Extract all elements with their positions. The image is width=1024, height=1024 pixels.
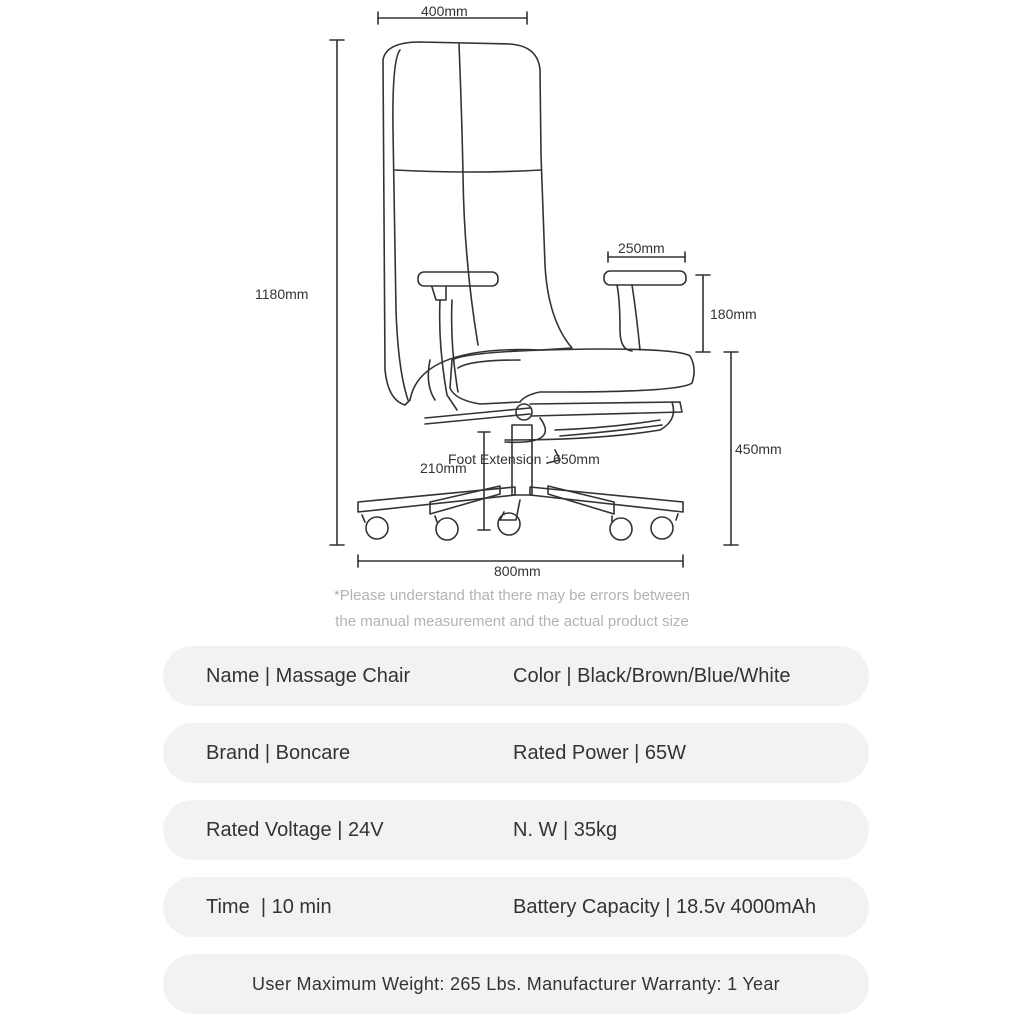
star-base bbox=[358, 486, 683, 520]
casters bbox=[362, 513, 678, 540]
dimension-lines bbox=[330, 12, 738, 567]
spec-brand: Brand | Boncare bbox=[206, 742, 351, 764]
spec-battery-capacity: Battery Capacity | 18.5v 4000mAh bbox=[513, 896, 817, 918]
disclaimer-line-1: *Please understand that there may be errors between bbox=[333, 587, 691, 604]
disclaimer-line-2: the manual measurement and the actual product size bbox=[335, 613, 689, 630]
top-width-label: 400mm bbox=[421, 3, 468, 19]
right-armrest bbox=[604, 271, 686, 351]
spec-row bbox=[163, 723, 869, 783]
left-armrest bbox=[418, 272, 498, 410]
spec-row bbox=[163, 646, 869, 706]
spec-row bbox=[163, 800, 869, 860]
armrest-width-label: 250mm bbox=[618, 240, 665, 256]
spec-row bbox=[163, 877, 869, 937]
spec-time: Time | 10 min bbox=[206, 896, 332, 918]
disclaimer-note bbox=[0, 583, 1024, 635]
spec-color: Color | Black/Brown/Blue/White bbox=[513, 665, 791, 687]
foot-extension-label: Foot Extension : 650mm bbox=[448, 451, 600, 467]
footrest-height-label: 210mm bbox=[420, 460, 467, 476]
base-width-label: 800mm bbox=[494, 563, 541, 579]
spec-name: Name | Massage Chair bbox=[206, 665, 411, 687]
spec-net-weight: N. W | 35kg bbox=[513, 819, 618, 841]
armrest-height-label: 180mm bbox=[710, 306, 757, 322]
seat-height-label: 450mm bbox=[735, 441, 782, 457]
seat bbox=[450, 349, 694, 404]
spec-rated-voltage: Rated Voltage | 24V bbox=[206, 819, 384, 841]
total-height-label: 1180mm bbox=[255, 286, 309, 302]
spec-rated-power: Rated Power | 65W bbox=[513, 742, 687, 764]
footer-row: User Maximum Weight: 265 Lbs. Manufacturer Warranty: 1 Year bbox=[163, 954, 869, 1014]
